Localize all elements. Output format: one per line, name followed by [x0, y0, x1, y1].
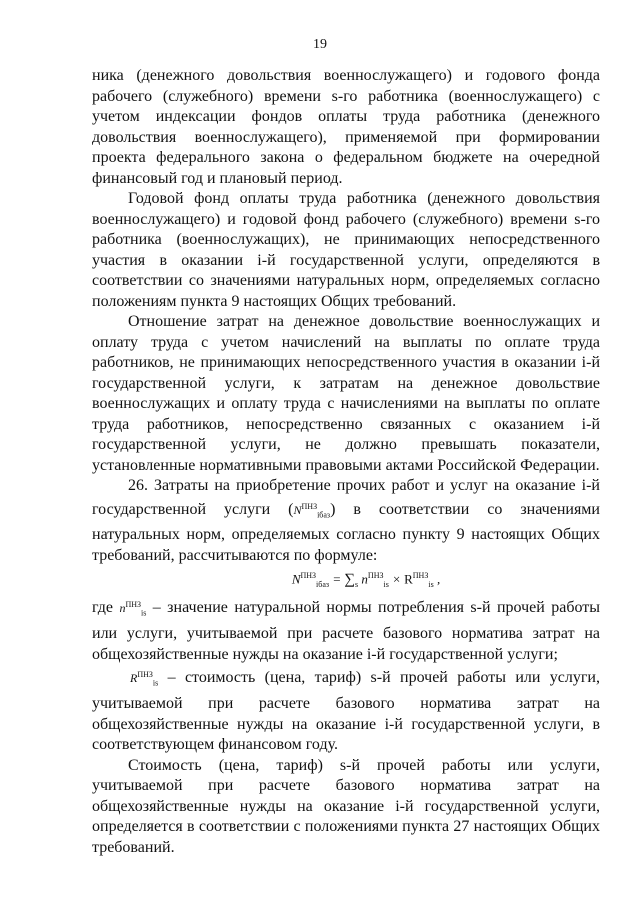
symbol-base: R — [130, 671, 138, 686]
symbol-base: n — [119, 601, 126, 616]
where-word: где — [92, 599, 120, 617]
sum-sign: ∑ — [344, 571, 356, 588]
inline-symbol-n-base — [294, 503, 331, 517]
paragraph-4 — [92, 476, 600, 566]
symbol-sup: ПНЗ — [125, 600, 141, 610]
paragraph-5-text: – значение натуральной нормы потребления s-й прочей работы или услуги, учитываемой при расчете базового норматива затрат на общехозяйственные нужды на оказание i-й государственной услуги; — [92, 599, 601, 663]
paragraph-1: ника (денежного довольствия военнослужащего) и годового фонда рабочего (служебного) времени s-го работника (военнослужащего) с учетом индексации фондов оплаты труда работника (денежного довольствия военнослужащего), применяемой при формировании проекта федерального закона о федеральном бюджете на очередной финансовый год и плановый период. — [92, 67, 600, 187]
formula-lhs-sup: ПНЗ — [300, 571, 317, 581]
page-number: 19 — [313, 37, 327, 52]
paragraph-6-text: – стоимость (цена, тариф) s-й прочей работы или услуги, учитываемой при расчете базового норматива затрат на общехозяйственные нужды на оказание i-й государственной услуги, в соответствующем финансовом году. — [92, 669, 600, 754]
formula — [92, 566, 600, 595]
formula-r-sup: ПНЗ — [412, 571, 429, 581]
symbol-sub: iбаз — [317, 509, 331, 519]
formula-n-sub: is — [383, 580, 389, 590]
formula-n-sup: ПНЗ — [367, 571, 384, 581]
formula-r-sub: is — [428, 580, 434, 590]
formula-n: n — [361, 571, 368, 587]
symbol-base: N — [293, 502, 302, 517]
formula-r: R — [404, 571, 413, 587]
paragraph-4-end: ) в соответствии со значениями натуральных норм, определяемых согласно пункту 9 настоящих Общих требований, рассчитываются по формуле: — [92, 500, 600, 564]
formula-times: × — [388, 571, 405, 587]
paragraph-4-start: 26. Затраты на приобретение прочих работ и услуг на оказание i-й государственной услуги ( — [92, 477, 600, 518]
sum-index: s — [355, 580, 359, 590]
symbol-sup: ПНЗ — [301, 501, 318, 511]
symbol-sub: is — [141, 608, 147, 618]
paragraph-6 — [92, 665, 600, 755]
formula-lhs: N — [291, 571, 301, 587]
paragraph-7: Стоимость (цена, тариф) s-й прочей работы или услуги, учитываемой при расчете базового норматива затрат на общехозяйственные нужды на оказание i-й государственной услуги, определяется в соответствии с положениями пункта 27 настоящих Общих требований. — [92, 756, 600, 856]
formula-lhs-sub: iбаз — [316, 580, 330, 590]
inline-symbol-r-is — [130, 670, 159, 688]
paragraph-3: Отношение затрат на денежное довольствие военнослужащих и оплату труда с учетом начислений на выплаты по оплате труда работников, не принимающих непосредственного участия в оказании i-й государственной услуги, к затратам на денежное довольствие военнослужащих и оплату труда с начислениями на выплаты по оплате труда работников, непосредственно связанных с оказанием i-й государственной услуги, не должно превышать показатели, установленные нормативными правовыми актами Российской Федерации. — [92, 313, 600, 474]
paragraph-5 — [92, 595, 600, 665]
paragraph-2: Годовой фонд оплаты труда работника (денежного довольствия военнослужащего) и годовой фонд рабочего (служебного) времени s-го работника (военнослужащих), не принимающих непосредственного участия в оказании i-й государственной услуги, определяются в соответствии со значениями натуральных норм, определяемых согласно положениям пункта 9 настоящих Общих требований. — [92, 190, 600, 310]
formula-comma: , — [433, 571, 441, 587]
symbol-sub: is — [152, 678, 159, 688]
symbol-sup: ПНЗ — [137, 670, 153, 680]
body-text — [92, 66, 600, 858]
formula-equals: = — [329, 571, 345, 587]
inline-symbol-n-is — [119, 600, 147, 618]
